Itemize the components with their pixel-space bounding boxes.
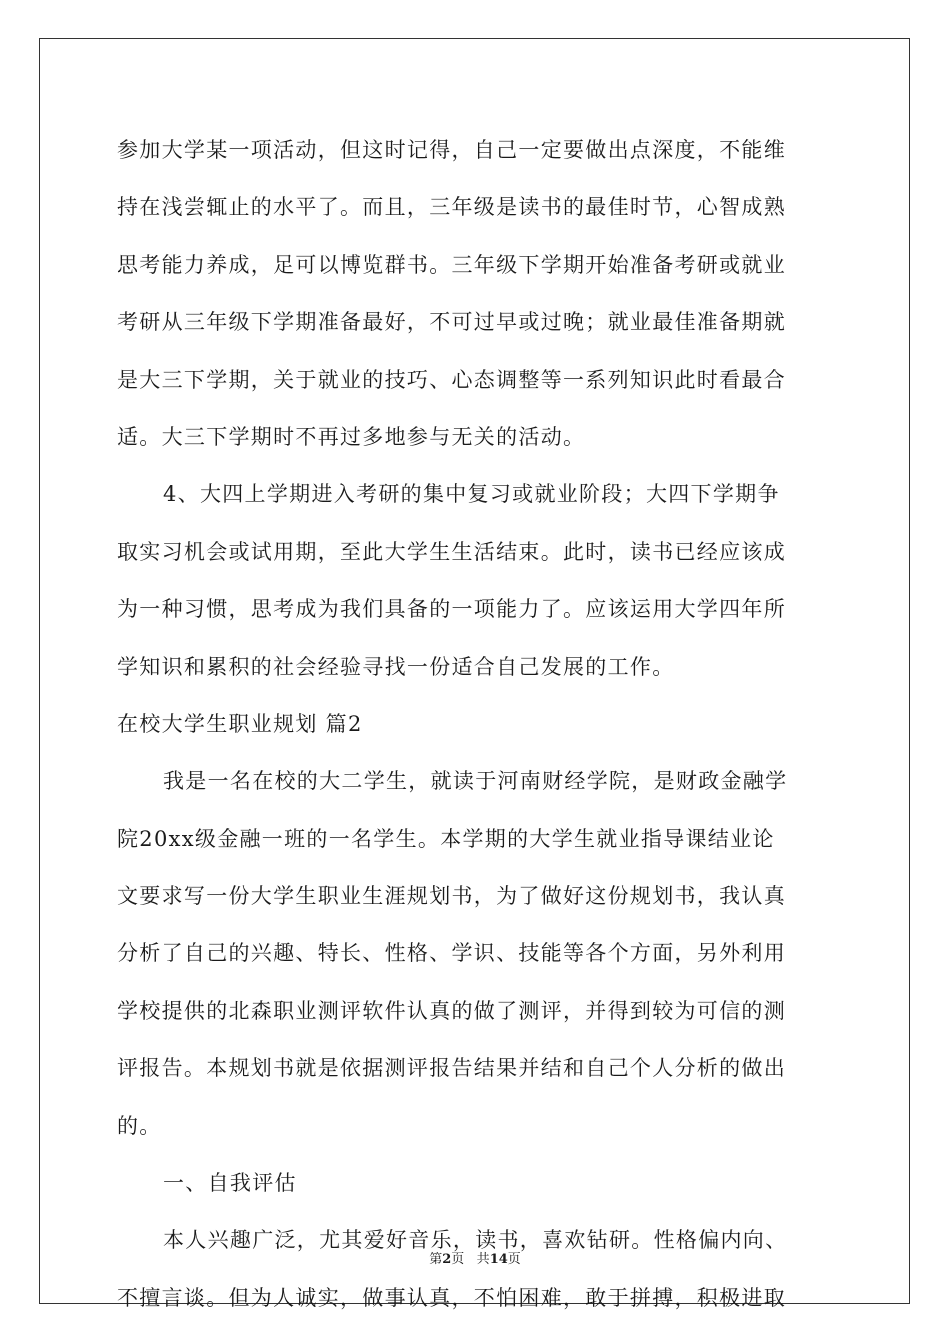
text-line-15: 分析了自己的兴趣、特长、性格、学识、技能等各个方面，另外利用 bbox=[117, 941, 786, 966]
footer-prefix: 第 bbox=[429, 1252, 443, 1267]
text-line-18: 的。 bbox=[117, 1113, 162, 1138]
text-line-12: 我是一名在校的大二学生，就读于河南财经学院，是财政金融学 bbox=[163, 769, 788, 794]
text-line-1: 参加大学某一项活动，但这时记得，自己一定要做出点深度，不能维 bbox=[117, 138, 786, 162]
text-line-14: 文要求写一份大学生职业生涯规划书，为了做好这份规划书，我认真 bbox=[117, 884, 786, 909]
text-line-10: 学知识和累积的社会经验寻找一份适合自己发展的工作。 bbox=[117, 654, 675, 679]
footer-total-prefix: 共 bbox=[476, 1252, 490, 1267]
text-line-8: 取实习机会或试用期，至此大学生生活结束。此时，读书已经应该成 bbox=[117, 539, 786, 564]
text-line-3: 思考能力养成，足可以博览群书。三年级下学期开始准备考研或就业 bbox=[117, 252, 786, 277]
text-line-17: 评报告。本规划书就是依据测评报告结果并结和自己个人分析的做出 bbox=[117, 1056, 786, 1081]
section-heading: 在校大学生职业规划 篇2 bbox=[117, 711, 363, 736]
text-line-21: 不擅言谈。但为人诚实，做事认真，不怕困难，敢于拼搏，积极进取 bbox=[117, 1285, 786, 1310]
document-body bbox=[117, 122, 833, 1327]
text-line-16: 学校提供的北森职业测评软件认真的做了测评，并得到较为可信的测 bbox=[117, 998, 786, 1023]
footer-page-suffix: 页 bbox=[451, 1252, 465, 1267]
text-line-4: 考研从三年级下学期准备最好，不可过早或过晚；就业最佳准备期就 bbox=[117, 310, 786, 335]
text-line-5: 是大三下学期，关于就业的技巧、心态调整等一系列知识此时看最合 bbox=[117, 367, 786, 392]
text-line-2: 持在浅尝辄止的水平了。而且，三年级是读书的最佳时节，心智成熟 bbox=[117, 195, 786, 220]
text-line-7: 4、大四上学期进入考研的集中复习或就业阶段；大四下学期争 bbox=[163, 482, 780, 507]
subsection-heading: 一、自我评估 bbox=[163, 1171, 297, 1196]
text-line-20: 本人兴趣广泛，尤其爱好音乐，读书，喜欢钻研。性格偏内向、 bbox=[163, 1228, 788, 1253]
page-footer bbox=[0, 1248, 950, 1267]
footer-page-number: 2 bbox=[442, 1252, 452, 1267]
footer-total-suffix: 页 bbox=[507, 1252, 521, 1267]
text-line-9: 为一种习惯，思考成为我们具备的一项能力了。应该运用大学四年所 bbox=[117, 597, 786, 622]
footer-total-pages: 14 bbox=[489, 1252, 508, 1267]
text-line-13: 院20xx级金融一班的一名学生。本学期的大学生就业指导课结业论 bbox=[117, 826, 775, 851]
text-line-6: 适。大三下学期时不再过多地参与无关的活动。 bbox=[117, 424, 586, 449]
